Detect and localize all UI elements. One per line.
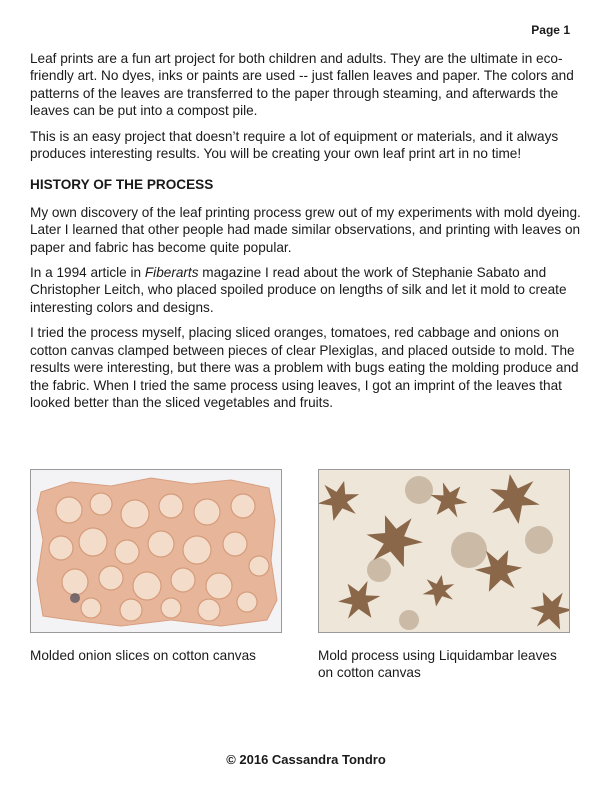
- figure-caption: Mold process using Liquidambar leaves on cotton canvas: [318, 648, 557, 680]
- history-paragraph-1: My own discovery of the leaf printing process grew out of my experiments with mold dyeing. Later I learned that other people had made similar observations, and printing with leaves on paper and fabric has become quite popular.: [30, 204, 581, 255]
- article-body: [30, 50, 582, 419]
- figure-caption: Molded onion slices on cotton canvas: [30, 648, 256, 663]
- history-p2-start: In a 1994 article in: [30, 265, 145, 281]
- onion-canvas-photo: [30, 469, 282, 633]
- figure-onion: [30, 469, 282, 664]
- liquidambar-print-photo: [318, 469, 570, 633]
- copyright-footer: © 2016 Cassandra Tondro: [226, 752, 386, 767]
- magazine-title: Fiberarts: [144, 265, 199, 281]
- section-heading: HISTORY OF THE PROCESS: [30, 177, 214, 193]
- page-number: Page 1: [531, 23, 570, 37]
- figures-row: [30, 469, 582, 709]
- history-p2-end: magazine I read about the work of Stephanie Sabato and Christopher Leitch, who placed spoiled produce on lengths of silk and let it mold to create interesting colors and designs.: [30, 265, 567, 315]
- history-paragraph-3: I tried the process myself, placing sliced oranges, tomatoes, red cabbage and onions on cotton canvas clamped between pieces of clear Plexiglas, and placed outside to mold. The results were interesting, but there was a problem with bugs eating the molding produce and the fabric. When I tried the same process using leaves, I got an imprint of the leaves that looked better than the sliced vegetables and fruits.: [30, 325, 579, 410]
- history-paragraph-2: [30, 264, 582, 316]
- figure-liquidambar: [318, 469, 570, 681]
- intro-paragraph-1: Leaf prints are a fun art project for both children and adults. They are the ultimate in eco-friendly art. No dyes, inks or paints are used -- just fallen leaves and paper. The colors and patterns of the leaves are transferred to the paper through steaming, and afterwards the leaves can be put into a compost pile.: [30, 51, 574, 119]
- intro-paragraph-2: This is an easy project that doesn’t require a lot of equipment or materials, and it always produces interesting results. You will be creating your own leaf print art in no time!: [30, 128, 559, 162]
